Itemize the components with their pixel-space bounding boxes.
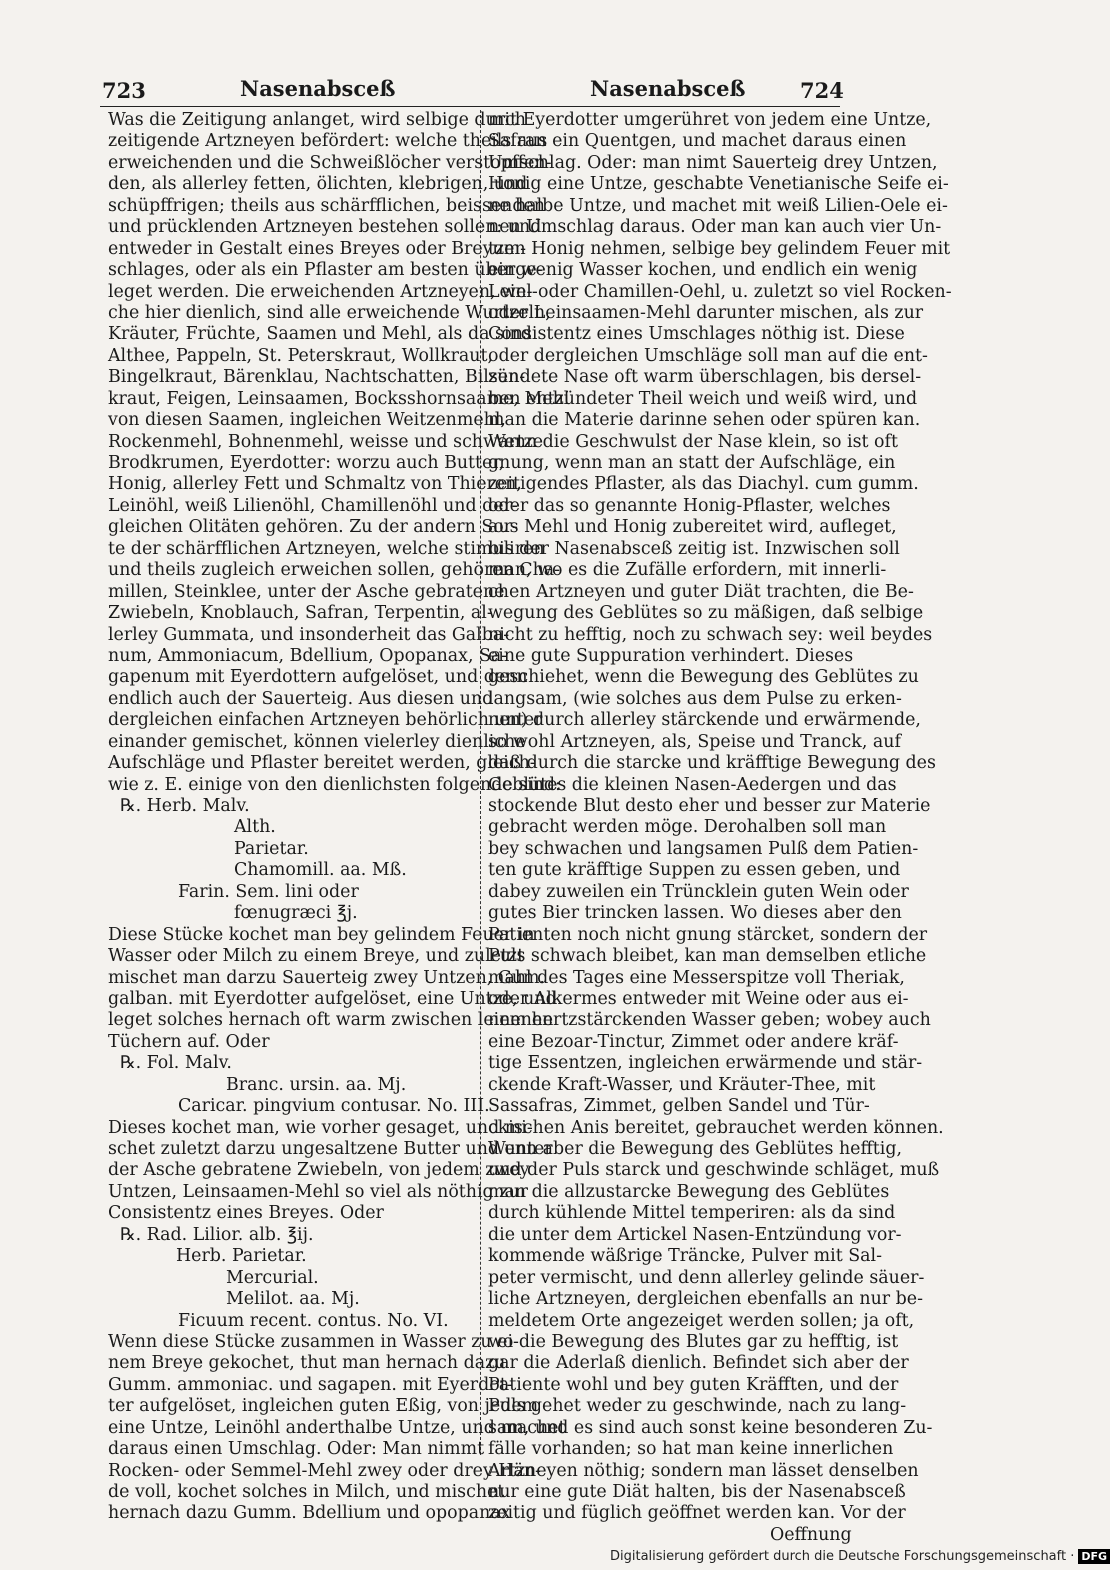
text-line: num, Ammoniacum, Bdellium, Opopanax, Sa-: [108, 645, 508, 666]
recipe-line: fœnugræci ℥j.: [234, 903, 358, 924]
page-number-right: 724: [800, 78, 844, 103]
text-line: endlich auch der Sauerteig. Aus diesen und: [108, 688, 494, 709]
text-line: dergleichen einfachen Artzneyen behörlich unter: [108, 710, 543, 731]
text-line: nen) durch allerley stärckende und erwärmende,: [488, 710, 921, 731]
header-rule: [100, 106, 840, 107]
text-line: chen Artzneyen und guter Diät trachten, die Be-: [488, 581, 914, 602]
text-line: oder Alkermes entweder mit Weine oder aus ei-: [488, 988, 909, 1009]
text-line: gnung, wenn man an statt der Aufschläge, ein: [488, 453, 896, 473]
text-line: Zwiebeln, Knoblauch, Safran, Terpentin, al-: [108, 603, 493, 624]
text-line: Dieses kochet man, wie vorher gesaget, und mi-: [108, 1117, 533, 1138]
text-line: langsam, (wie solches aus dem Pulse zu erken-: [488, 688, 902, 709]
text-line: man die allzustarcke Bewegung des Geblütes: [488, 1181, 890, 1202]
recipe-line: Chamomill. aa. Mß.: [234, 860, 407, 881]
text-line: oder Leinsaamen-Mehl darunter mischen, als zur: [488, 302, 924, 323]
text-line: Kräuter, Früchte, Saamen und Mehl, als da sind: [108, 324, 532, 345]
text-line: de voll, kochet solches in Milch, und mischet: [108, 1482, 505, 1502]
text-line: tige Essentzen, ingleichen erwärmende und stär-: [488, 1053, 923, 1074]
text-line: Patiente wohl und bey guten Kräfften, und der: [488, 1374, 899, 1395]
text-line: ckende Kraft-Wasser, und Kräuter-Thee, mit: [488, 1074, 876, 1095]
text-line: und der Puls starck und geschwinde schläget, muß: [488, 1160, 940, 1181]
text-line: entweder in Gestalt eines Breyes oder Breyum-: [108, 238, 527, 259]
text-line: eine Untze, Leinöhl anderthalbe Untze, und machet: [108, 1417, 566, 1438]
text-line: leget solches hernach oft warm zwischen leinenen: [108, 1010, 554, 1031]
text-line: tzen Honig nehmen, selbige bey gelindem Feuer mit: [488, 238, 951, 259]
running-title-right: Nasenabsceß: [590, 76, 746, 101]
text-line: kommende wäßrige Träncke, Pulver mit Sal-: [488, 1246, 882, 1267]
text-line: eine Bezoar-Tinctur, Zimmet oder andere kräf-: [488, 1031, 899, 1052]
page-number-left: 723: [102, 78, 146, 103]
text-line: Wenn die Geschwulst der Nase klein, so ist oft: [488, 431, 898, 452]
catchword: Oeffnung: [770, 1524, 852, 1545]
text-line: ckischen Anis bereitet, gebrauchet werden können.: [488, 1117, 944, 1138]
text-line: Safran ein Quentgen, und machet daraus einen: [488, 131, 907, 152]
text-line: Puls schwach bleibet, kan man demselben etliche: [488, 946, 927, 967]
text-line: erweichenden und die Schweißlöcher verstopffen-: [108, 152, 552, 173]
text-line: liche Artzneyen, dergleichen ebenfalls an nur be-: [488, 1289, 923, 1310]
text-line: stockende Blut desto eher und besser zur Materie: [488, 796, 931, 816]
text-line: lerley Gummata, und insonderheit das Galba-: [108, 624, 510, 645]
text-line: zeitigende Artzneyen befördert: welche theils aus: [108, 131, 548, 152]
text-line: Bingelkraut, Bärenklau, Nachtschatten, Bilsen-: [108, 367, 526, 388]
text-line: so wohl Artzneyen, als, Speise und Tranck, auf: [488, 731, 901, 752]
text-line: Aufschläge und Pflaster bereitet werden, gleich-: [108, 753, 536, 774]
recipe-line: Caricar. pingvium contusar. No. III.: [178, 1096, 490, 1117]
text-line: Rocken- oder Semmel-Mehl zwey oder drey Hän-: [108, 1460, 541, 1481]
text-line: Was die Zeitigung anlanget, wird selbige durch: [108, 110, 526, 130]
text-line: die unter dem Artickel Nasen-Entzündung vor-: [488, 1224, 902, 1245]
text-line: Wasser oder Milch zu einem Breye, und zuletzt: [108, 946, 525, 967]
text-line: nen Umschlag daraus. Oder man kan auch vier Un-: [488, 217, 942, 238]
text-line: ter aufgelöset, ingleichen guten Eßig, von jedem: [108, 1396, 539, 1417]
text-line: Rockenmehl, Bohnenmehl, weisse und schwartze: [108, 431, 544, 452]
text-line: daraus einen Umschlag. Oder: Man nimmt: [108, 1439, 485, 1460]
text-line: schlages, oder als ein Pflaster am besten überge-: [108, 260, 543, 281]
text-line: Wenn aber die Bewegung des Geblütes hefftig,: [488, 1139, 903, 1159]
text-line: peter vermischt, und denn allerley gelinde säuer-: [488, 1267, 925, 1288]
running-title-left: Nasenabsceß: [240, 76, 396, 101]
text-line: schüpffrigen; theils aus schärfflichen, beissenden: [108, 195, 545, 216]
footer-credit: Digitalisierung gefördert durch die Deutsche Forschungsgemeinschaft ·: [610, 1549, 1075, 1564]
recipe-line: Melilot. aa. Mj.: [226, 1289, 360, 1310]
text-line: ein wenig Wasser kochen, und endlich ein wenig: [488, 260, 918, 281]
text-line: Lein- oder Chamillen-Oehl, u. zuletzt so viel Rocken-: [488, 281, 952, 302]
running-header: [0, 70, 1000, 110]
recipe-line: Herb. Parietar.: [176, 1246, 307, 1267]
text-line: gutes Bier trincken lassen. Wo dieses aber den: [488, 903, 902, 924]
right-column: [488, 110, 952, 1546]
text-line: Consistentz eines Breyes. Oder: [108, 1203, 384, 1224]
text-line: mahl des Tages eine Messerspitze voll Theriak,: [488, 967, 905, 988]
text-line: schet zuletzt darzu ungesaltzene Butter und unter: [108, 1139, 553, 1159]
text-line: und prücklenden Artzneyen bestehen sollen: und: [108, 217, 542, 238]
text-line: zeitigendes Pflaster, als das Diachyl. cum gumm.: [488, 474, 919, 495]
text-line: dabey zuweilen ein Trüncklein guten Wein oder: [488, 881, 909, 902]
text-line: und theils zugleich erweichen sollen, gehören Cha-: [108, 560, 561, 581]
text-line: Diese Stücke kochet man bey gelindem Feuer in: [108, 924, 535, 945]
recipe-line: Mercurial.: [226, 1267, 319, 1288]
text-line: man, wo es die Zufälle erfordern, mit innerli-: [488, 560, 887, 581]
text-line: durch kühlende Mittel temperiren: als da sind: [488, 1203, 896, 1224]
text-line: millen, Steinklee, unter der Asche gebratene: [108, 581, 505, 602]
recipe-line: Branc. ursin. aa. Mj.: [226, 1074, 407, 1095]
text-line: aus Mehl und Honig zubereitet wird, aufleget,: [488, 517, 897, 538]
text-line: te der schärfflichen Artzneyen, welche stimuliren: [108, 538, 545, 559]
text-line: oder das so genannte Honig-Pflaster, welches: [488, 495, 891, 516]
text-line: von diesen Saamen, ingleichen Weitzenmehl,: [108, 410, 506, 431]
text-line: bey schwachen und langsamen Pulß dem Patien-: [488, 838, 919, 859]
text-line: geschiehet, wenn die Bewegung des Geblütes zu: [488, 667, 919, 688]
text-line: mit Eyerdotter umgerühret von jedem eine Untze,: [488, 110, 932, 130]
text-line: gar die Aderlaß dienlich. Befindet sich aber der: [488, 1353, 909, 1374]
text-line: hernach dazu Gumm. Bdellium und opopanax: [108, 1503, 511, 1524]
text-line: Sassafras, Zimmet, gelben Sandel und Tür-: [488, 1096, 870, 1117]
text-line: Patienten noch nicht gnung stärcket, sondern der: [488, 924, 928, 945]
text-line: zündete Nase oft warm überschlagen, bis dersel-: [488, 367, 922, 388]
text-line: Gumm. ammoniac. und sagapen. mit Eyerdot-: [108, 1374, 513, 1395]
text-line: eine gute Suppuration verhindert. Dieses: [488, 645, 854, 666]
text-line: mischet man darzu Sauerteig zwey Untzen, Gum.: [108, 967, 545, 988]
text-line: leget werden. Die erweichenden Artzneyen, wel-: [108, 281, 538, 302]
text-line: sam, und es sind auch sonst keine besonderen Zu-: [488, 1417, 933, 1438]
text-line: fälle vorhanden; so hat man keine innerlichen: [488, 1439, 894, 1460]
text-line: Leinöhl, weiß Lilienöhl, Chamillenöhl und der-: [108, 495, 518, 516]
text-line: gapenum mit Eyerdottern aufgelöset, und denn: [108, 667, 528, 688]
text-line: ben entzündeter Theil weich und weiß wird, und: [488, 388, 918, 409]
text-line: man die Materie darinne sehen oder spüren kan.: [488, 410, 921, 431]
text-line: den, als allerley fetten, ölichten, klebrigen, und: [108, 174, 528, 195]
text-line: Artzneyen nöthig; sondern man lässet denselben: [488, 1460, 919, 1481]
text-line: oder dergleichen Umschläge soll man auf die ent-: [488, 345, 928, 366]
text-line: nur eine gute Diät halten, bis der Nasenabsceß: [488, 1482, 906, 1502]
recipe-line: ℞. Rad. Lilior. alb. ℥ij.: [120, 1224, 314, 1245]
text-line: Geblütes die kleinen Nasen-Aedergen und das: [488, 774, 897, 795]
text-line: gebracht werden möge. Derohalben soll man: [488, 817, 887, 838]
text-line: ne halbe Untze, und machet mit weiß Lilien-Oele ei-: [488, 195, 948, 216]
digitization-footer: [610, 1549, 1110, 1564]
text-line: wie z. E. einige von den dienlichsten folgende sind:: [108, 774, 561, 795]
recipe-line: ℞. Herb. Malv.: [120, 796, 250, 816]
text-line: wegung des Geblütes so zu mäßigen, daß selbige: [488, 603, 924, 624]
recipe-line: Ficuum recent. contus. No. VI.: [178, 1310, 449, 1331]
text-line: meldetem Orte angezeiget werden sollen; ja oft,: [488, 1310, 915, 1331]
text-line: Tüchern auf. Oder: [108, 1031, 270, 1052]
text-line: ten gute kräfftige Suppen zu essen geben, und: [488, 860, 901, 881]
recipe-line: Alth.: [234, 817, 276, 838]
text-line: galban. mit Eyerdotter aufgelöset, eine Untze, und: [108, 988, 557, 1009]
text-line: zeitig und füglich geöffnet werden kan. Vor der: [488, 1503, 906, 1524]
recipe-line: Farin. Sem. lini oder: [178, 881, 359, 902]
text-line: wo die Bewegung des Blutes gar zu hefftig, ist: [488, 1331, 899, 1352]
left-column: [108, 110, 570, 1525]
text-line: Honig eine Untze, geschabte Venetianische Seife ei-: [488, 174, 949, 195]
recipe-line: ℞. Fol. Malv.: [120, 1053, 232, 1074]
text-line: Consistentz eines Umschlages nöthig ist. Diese: [488, 324, 905, 345]
text-line: che hier dienlich, sind alle erweichende Wurtzeln,: [108, 302, 551, 323]
text-line: nem hertzstärckenden Wasser geben; wobey auch: [488, 1010, 931, 1031]
text-line: Wenn diese Stücke zusammen in Wasser zu ei-: [108, 1331, 519, 1352]
text-line: Brodkrumen, Eyerdotter: worzu auch Butter,: [108, 453, 505, 473]
recipe-line: Parietar.: [234, 838, 309, 859]
text-line: nem Breye gekochet, thut man hernach dazu: [108, 1353, 506, 1374]
text-line: einander gemischet, können vielerley dienliche: [108, 731, 526, 752]
text-line: Althee, Pappeln, St. Peterskraut, Wollkraut,: [108, 345, 493, 366]
text-line: bis der Nasenabsceß zeitig ist. Inzwischen soll: [488, 538, 900, 559]
text-line: Puls gehet weder zu geschwinde, nach zu lang-: [488, 1396, 907, 1417]
text-line: gleichen Olitäten gehören. Zu der andern Sor-: [108, 517, 518, 538]
text-line: Umschlag. Oder: man nimt Sauerteig drey Untzen,: [488, 152, 938, 173]
text-line: der Asche gebratene Zwiebeln, von jedem zwey: [108, 1160, 530, 1181]
text-line: daß durch die starcke und kräfftige Bewegung des: [488, 753, 936, 774]
dfg-logo: DFG: [1078, 1549, 1110, 1564]
text-line: Honig, allerley Fett und Schmaltz von Thieren,: [108, 474, 522, 495]
text-line: kraut, Feigen, Leinsaamen, Bocksshornsaame, Mehl: [108, 388, 570, 409]
text-line: Untzen, Leinsaamen-Mehl so viel als nöthig zur: [108, 1181, 528, 1202]
text-line: nicht zu hefftig, noch zu schwach sey: weil beydes: [488, 624, 933, 645]
